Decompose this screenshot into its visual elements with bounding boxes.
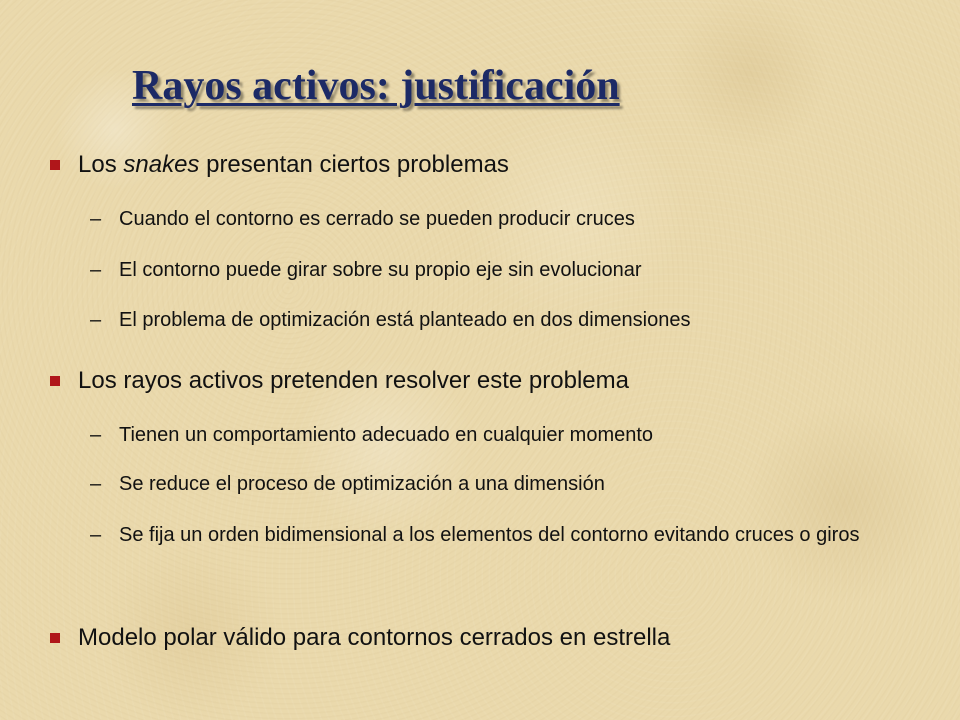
dash-marker: – (90, 424, 102, 446)
bullet-3 (50, 623, 950, 653)
bullet-1-text (78, 150, 509, 180)
sub-bullet-text: Se fija un orden bidimensional a los elementos del contorno evitando cruces o giros (119, 524, 860, 546)
sub-bullet-2-3 (90, 513, 950, 557)
dash-marker: – (90, 208, 102, 230)
bullet-3-text: Modelo polar válido para contornos cerrados en estrella (78, 624, 671, 651)
sub-bullet-text: Se reduce el proceso de optimización a una dimensión (119, 473, 605, 495)
sub-bullet-text: El problema de optimización está planteado en dos dimensiones (119, 309, 691, 331)
bullet-square-icon (50, 160, 60, 170)
bullet-2-text: Los rayos activos pretenden resolver este problema (78, 367, 629, 394)
sub-bullet-2-1 (90, 422, 950, 448)
bullet-2 (50, 366, 950, 396)
bullet-1 (50, 150, 950, 180)
sub-bullet-text: Cuando el contorno es cerrado se pueden producir cruces (119, 208, 635, 230)
dash-marker: – (90, 259, 102, 281)
sub-bullet-1-1 (90, 206, 950, 232)
sub-bullet-text: El contorno puede girar sobre su propio eje sin evolucionar (119, 259, 642, 281)
slide-title: Rayos activos: justificación (132, 63, 620, 109)
bullet-1-pre: Los (78, 151, 124, 178)
sub-bullet-1-3 (90, 307, 950, 333)
sub-bullet-2-2 (90, 471, 950, 497)
sub-bullet-text: Tienen un comportamiento adecuado en cualquier momento (119, 424, 654, 446)
bullet-square-icon (50, 376, 60, 386)
dash-marker: – (90, 473, 102, 495)
sub-bullet-1-2 (90, 257, 950, 283)
dash-marker: – (90, 309, 102, 331)
bullet-1-post: presentan ciertos problemas (199, 151, 509, 178)
bullet-1-emphasis: snakes (123, 151, 200, 178)
dash-marker: – (90, 524, 102, 546)
bullet-square-icon (50, 633, 60, 643)
